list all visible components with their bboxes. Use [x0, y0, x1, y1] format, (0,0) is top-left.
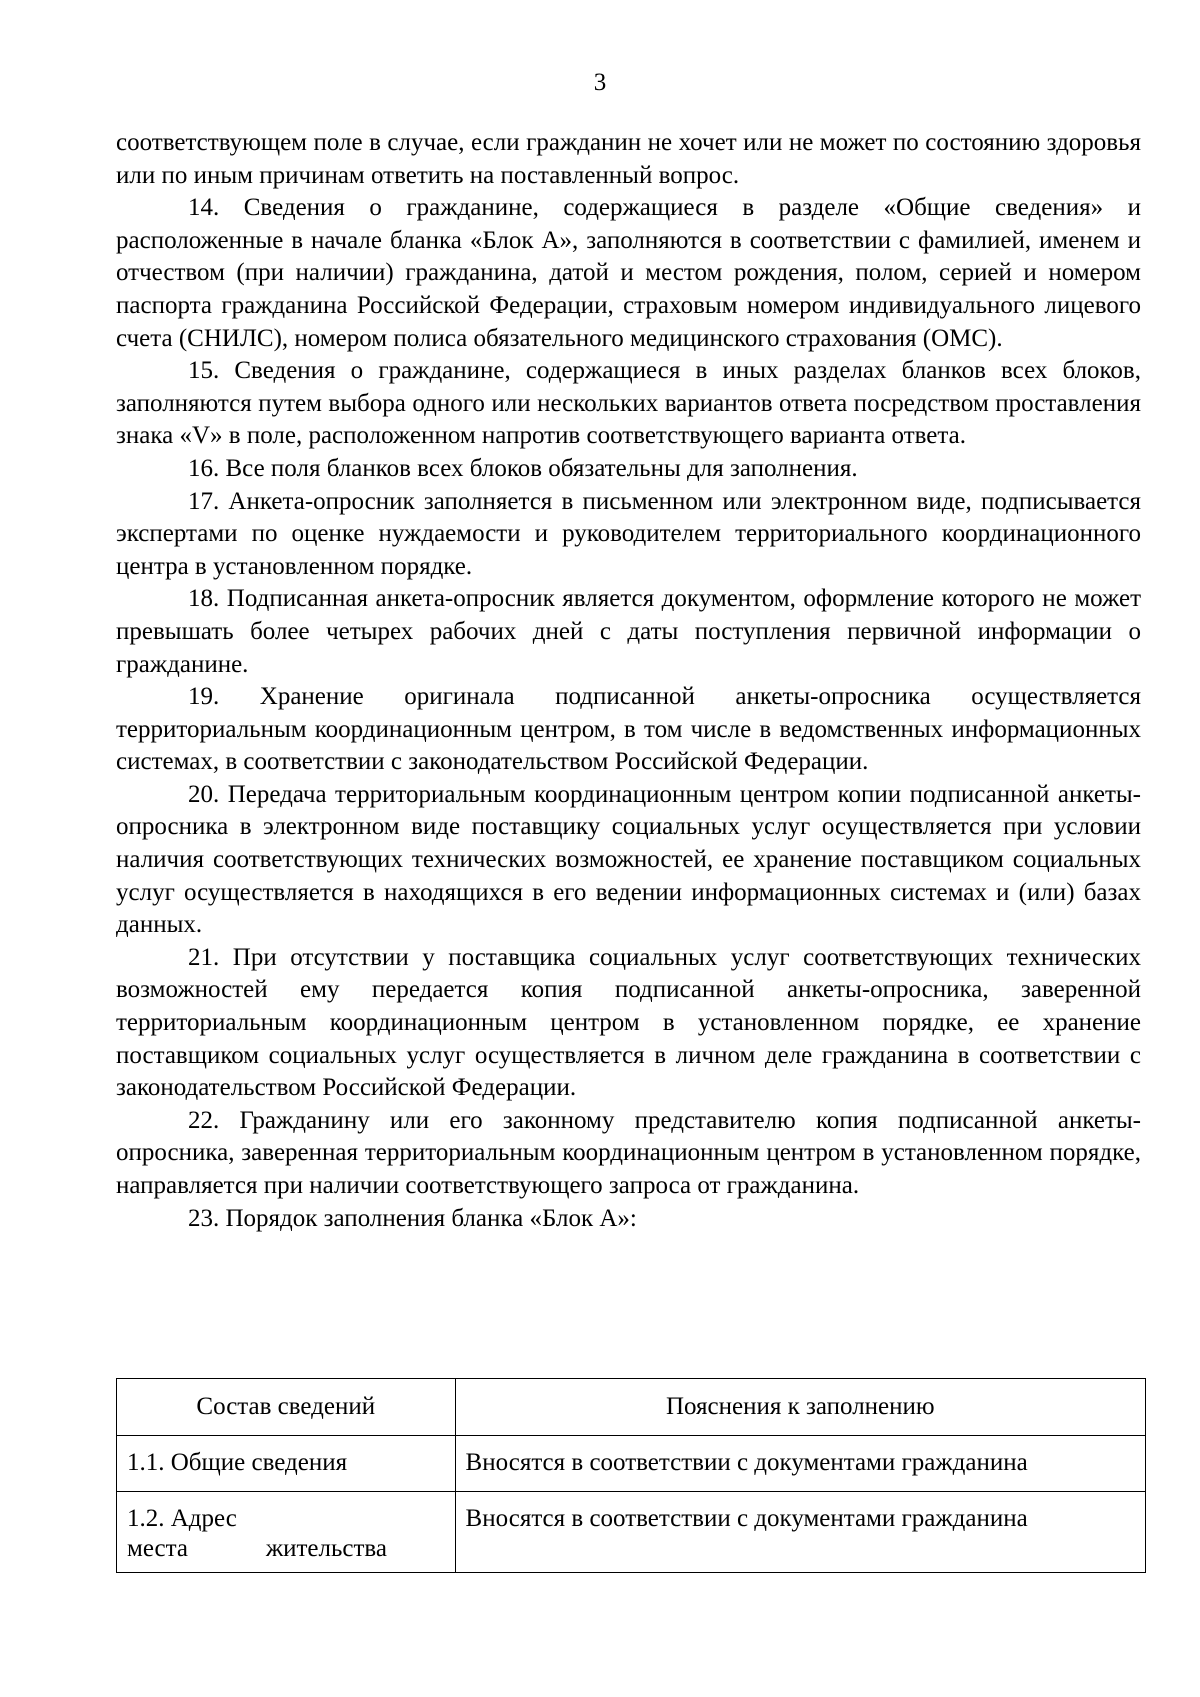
- paragraph-15: 15. Сведения о гражданине, содержащиеся в иных разделах бланков всех блоков, заполняются путем выбора одного или нескольких вариантов ответа посредством проставления знака «V» в поле, расположенном напротив соответствующего варианта ответа.: [116, 357, 1141, 450]
- section-note: Вносятся в соответствии с документами гражданина: [465, 1505, 1028, 1532]
- table-header-composition: Состав сведений: [117, 1379, 456, 1436]
- blok-a-table: [116, 1378, 1146, 1573]
- paragraph-16: 16. Все поля бланков всех блоков обязательны для заполнения.: [188, 454, 858, 482]
- table-cell-section: [117, 1436, 456, 1492]
- paragraph-17: 17. Анкета-опросник заполняется в письменном или электронном виде, подписывается экспертами по оценке нуждаемости и руководителем территориального координационного центра в установленном порядке.: [116, 487, 1141, 580]
- paragraph-continuation: соответствующем поле в случае, если гражданин не хочет или не может по состоянию здоровья или по иным причинам ответить на поставленный вопрос.: [116, 129, 1141, 189]
- paragraph-20: 20. Передача территориальным координационным центром копии подписанной анкеты-опросника в электронном виде поставщику социальных услуг осуществляется при условии наличия соответствующих технических возможностей, ее хранение поставщиком социальных услуг осуществляется в находящихся в его ведении информационных системах и (или) базах данных.: [116, 780, 1141, 939]
- table-header-row: [117, 1379, 1146, 1436]
- section-name-continuation: места жительства: [127, 1535, 387, 1562]
- paragraph-23: 23. Порядок заполнения бланка «Блок А»:: [188, 1204, 637, 1232]
- paragraph-18: 18. Подписанная анкета-опросник является документом, оформление которого не может превышать более четырех рабочих дней с даты поступления первичной информации о гражданине.: [116, 585, 1141, 678]
- section-name: 1.2. Адрес: [127, 1505, 237, 1532]
- table-cell-section: [117, 1492, 456, 1573]
- section-note: Вносятся в соответствии с документами гражданина: [465, 1449, 1028, 1476]
- section-name: 1.1. Общие сведения: [127, 1449, 348, 1476]
- table-header-explanation: Пояснения к заполнению: [455, 1379, 1145, 1436]
- table-cell-note: [455, 1436, 1145, 1492]
- paragraph-19: 19. Хранение оригинала подписанной анкеты-опросника осуществляется территориальным координационным центром, в том числе в ведомственных информационных системах, в соответствии с законодательством Российской Федерации.: [116, 683, 1141, 776]
- table-row: [117, 1492, 1146, 1573]
- page-number: 3: [593, 69, 607, 96]
- paragraph-22: 22. Гражданину или его законному представителю копия подписанной анкеты-опросника, заверенная территориальным координационным центром в установленном порядке, направляется при наличии соответствующего запроса от гражданина.: [116, 1106, 1141, 1199]
- document-body: [116, 127, 1141, 1235]
- table-row: [117, 1436, 1146, 1492]
- paragraph-14: 14. Сведения о гражданине, содержащиеся в разделе «Общие сведения» и расположенные в начале бланка «Блок А», заполняются в соответствии с фамилией, именем и отчеством (при наличии) гражданина, датой и местом рождения, полом, серией и номером паспорта гражданина Российской Федерации, страховым номером индивидуального лицевого счета (СНИЛС), номером полиса обязательного медицинского страхования (ОМС).: [116, 194, 1141, 352]
- table-cell-note: [455, 1492, 1145, 1573]
- paragraph-21: 21. При отсутствии у поставщика социальных услуг соответствующих технических возможностей ему передается копия подписанной анкеты-опросника, заверенной территориальным координационным центром в установленном порядке, ее хранение поставщиком социальных услуг осуществляется в личном деле гражданина в соответствии с законодательством Российской Федерации.: [116, 943, 1141, 1102]
